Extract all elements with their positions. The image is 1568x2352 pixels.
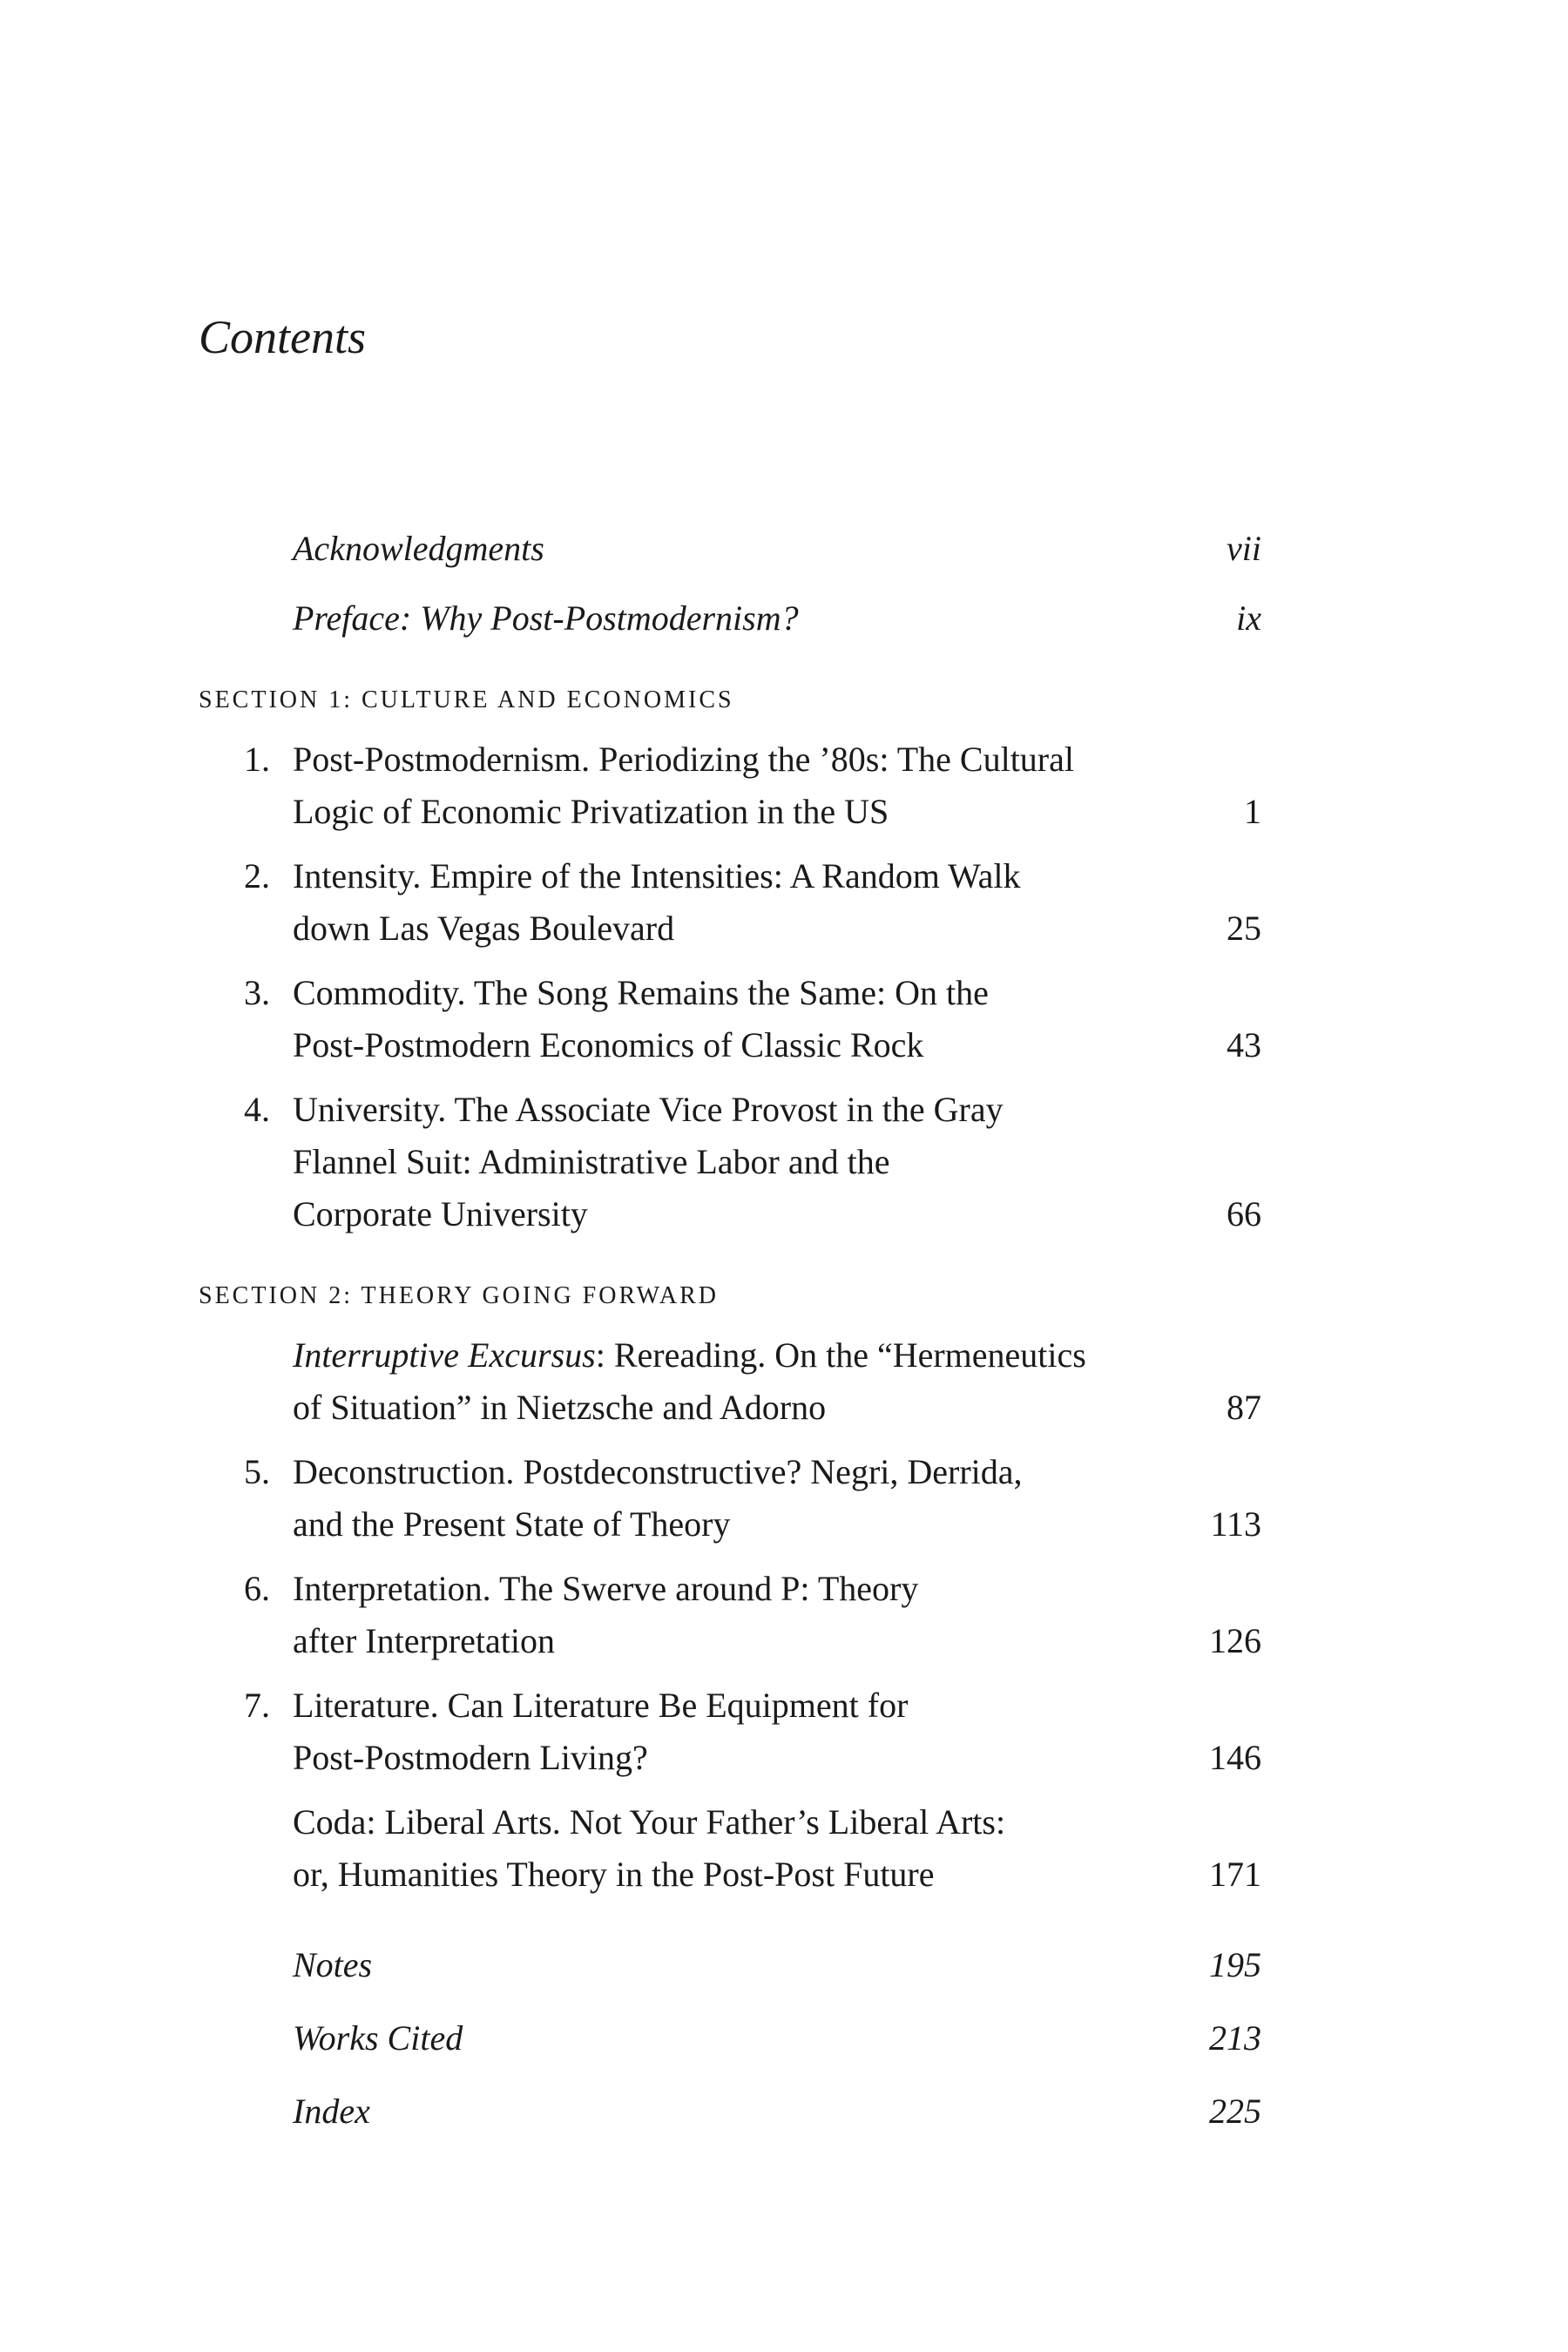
entry-line: Coda: Liberal Arts. Not Your Father’s Liberal Arts: bbox=[293, 1802, 1006, 1842]
toc-entry-excursus[interactable] bbox=[199, 1329, 1261, 1434]
page-number: 195 bbox=[1209, 1945, 1261, 1984]
toc-entry-coda[interactable] bbox=[199, 1796, 1261, 1901]
chapter-number: 7. bbox=[244, 1686, 270, 1725]
table-of-contents bbox=[199, 523, 1261, 2159]
page-number: 113 bbox=[1210, 1504, 1261, 1544]
entry-line: Commodity. The Song Remains the Same: On the bbox=[293, 973, 989, 1012]
chapter-number: 2. bbox=[244, 856, 270, 896]
entry-line: Logic of Economic Privatization in the US bbox=[293, 792, 889, 831]
chapter-number: 5. bbox=[244, 1452, 270, 1491]
toc-entry-chapter-7[interactable] bbox=[199, 1680, 1261, 1784]
page-number: 87 bbox=[1227, 1388, 1261, 1427]
page-number: 213 bbox=[1209, 2018, 1261, 2058]
entry-line: Deconstruction. Postdeconstructive? Negri, Derrida, bbox=[293, 1452, 1023, 1491]
entry-line: : Rereading. On the “Hermeneutics bbox=[595, 1335, 1086, 1375]
entry-line: Intensity. Empire of the Intensities: A Random Walk bbox=[293, 856, 1021, 896]
toc-entry-chapter-5[interactable] bbox=[199, 1446, 1261, 1551]
chapter-number: 1. bbox=[244, 740, 270, 779]
page-number: 1 bbox=[1244, 792, 1261, 831]
page-number: 171 bbox=[1209, 1855, 1261, 1894]
entry-line: Post-Postmodern Economics of Classic Rock bbox=[293, 1025, 924, 1064]
entry-line: Literature. Can Literature Be Equipment for bbox=[293, 1686, 909, 1725]
page-number: ix bbox=[1236, 598, 1261, 638]
toc-entry-acknowledgments[interactable] bbox=[199, 523, 1261, 575]
entry-line: Corporate University bbox=[293, 1194, 588, 1233]
section-heading-1: SECTION 1: CULTURE AND ECONOMICS bbox=[199, 686, 734, 713]
entry-line: down Las Vegas Boulevard bbox=[293, 909, 675, 948]
toc-entry-chapter-1[interactable] bbox=[199, 733, 1261, 838]
entry-line: or, Humanities Theory in the Post-Post Future bbox=[293, 1855, 935, 1894]
page-number: vii bbox=[1227, 529, 1261, 568]
section-heading-2: SECTION 2: THEORY GOING FORWARD bbox=[199, 1282, 720, 1309]
page-number: 225 bbox=[1209, 2092, 1261, 2131]
toc-entry-chapter-2[interactable] bbox=[199, 850, 1261, 955]
chapter-number: 6. bbox=[244, 1569, 270, 1608]
page-number: 66 bbox=[1227, 1194, 1261, 1233]
page-number: 146 bbox=[1209, 1738, 1261, 1777]
toc-entry-chapter-4[interactable] bbox=[199, 1084, 1261, 1240]
toc-entry-notes[interactable] bbox=[199, 1939, 1261, 1991]
chapter-number: 4. bbox=[244, 1090, 270, 1129]
entry-line: Flannel Suit: Administrative Labor and the bbox=[293, 1142, 890, 1181]
entry-line: Interpretation. The Swerve around P: Theory bbox=[293, 1569, 919, 1608]
page-number: 43 bbox=[1227, 1025, 1261, 1064]
entry-line: Post-Postmodern Living? bbox=[293, 1738, 648, 1777]
entry-line: and the Present State of Theory bbox=[293, 1504, 731, 1544]
page-number: 25 bbox=[1227, 909, 1261, 948]
entry-line: Post-Postmodernism. Periodizing the ’80s: The Cultural bbox=[293, 740, 1074, 779]
toc-entry-preface[interactable] bbox=[199, 592, 1261, 645]
entry-title: Works Cited bbox=[293, 2018, 463, 2058]
entry-title: Index bbox=[293, 2092, 370, 2131]
toc-entry-chapter-6[interactable] bbox=[199, 1563, 1261, 1667]
entry-line: University. The Associate Vice Provost in the Gray bbox=[293, 1090, 1004, 1129]
entry-line: after Interpretation bbox=[293, 1621, 555, 1660]
toc-entry-works-cited[interactable] bbox=[199, 2012, 1261, 2065]
excursus-label: Interruptive Excursus bbox=[293, 1335, 596, 1375]
toc-entry-index[interactable] bbox=[199, 2085, 1261, 2138]
entry-line: of Situation” in Nietzsche and Adorno bbox=[293, 1388, 827, 1427]
chapter-number: 3. bbox=[244, 973, 270, 1012]
entry-title: Notes bbox=[293, 1945, 373, 1984]
page-number: 126 bbox=[1209, 1621, 1261, 1660]
entry-title: Preface: Why Post-Postmodernism? bbox=[293, 598, 799, 638]
toc-entry-chapter-3[interactable] bbox=[199, 967, 1261, 1071]
page-title: Contents bbox=[199, 311, 367, 363]
entry-title: Acknowledgments bbox=[293, 529, 544, 568]
